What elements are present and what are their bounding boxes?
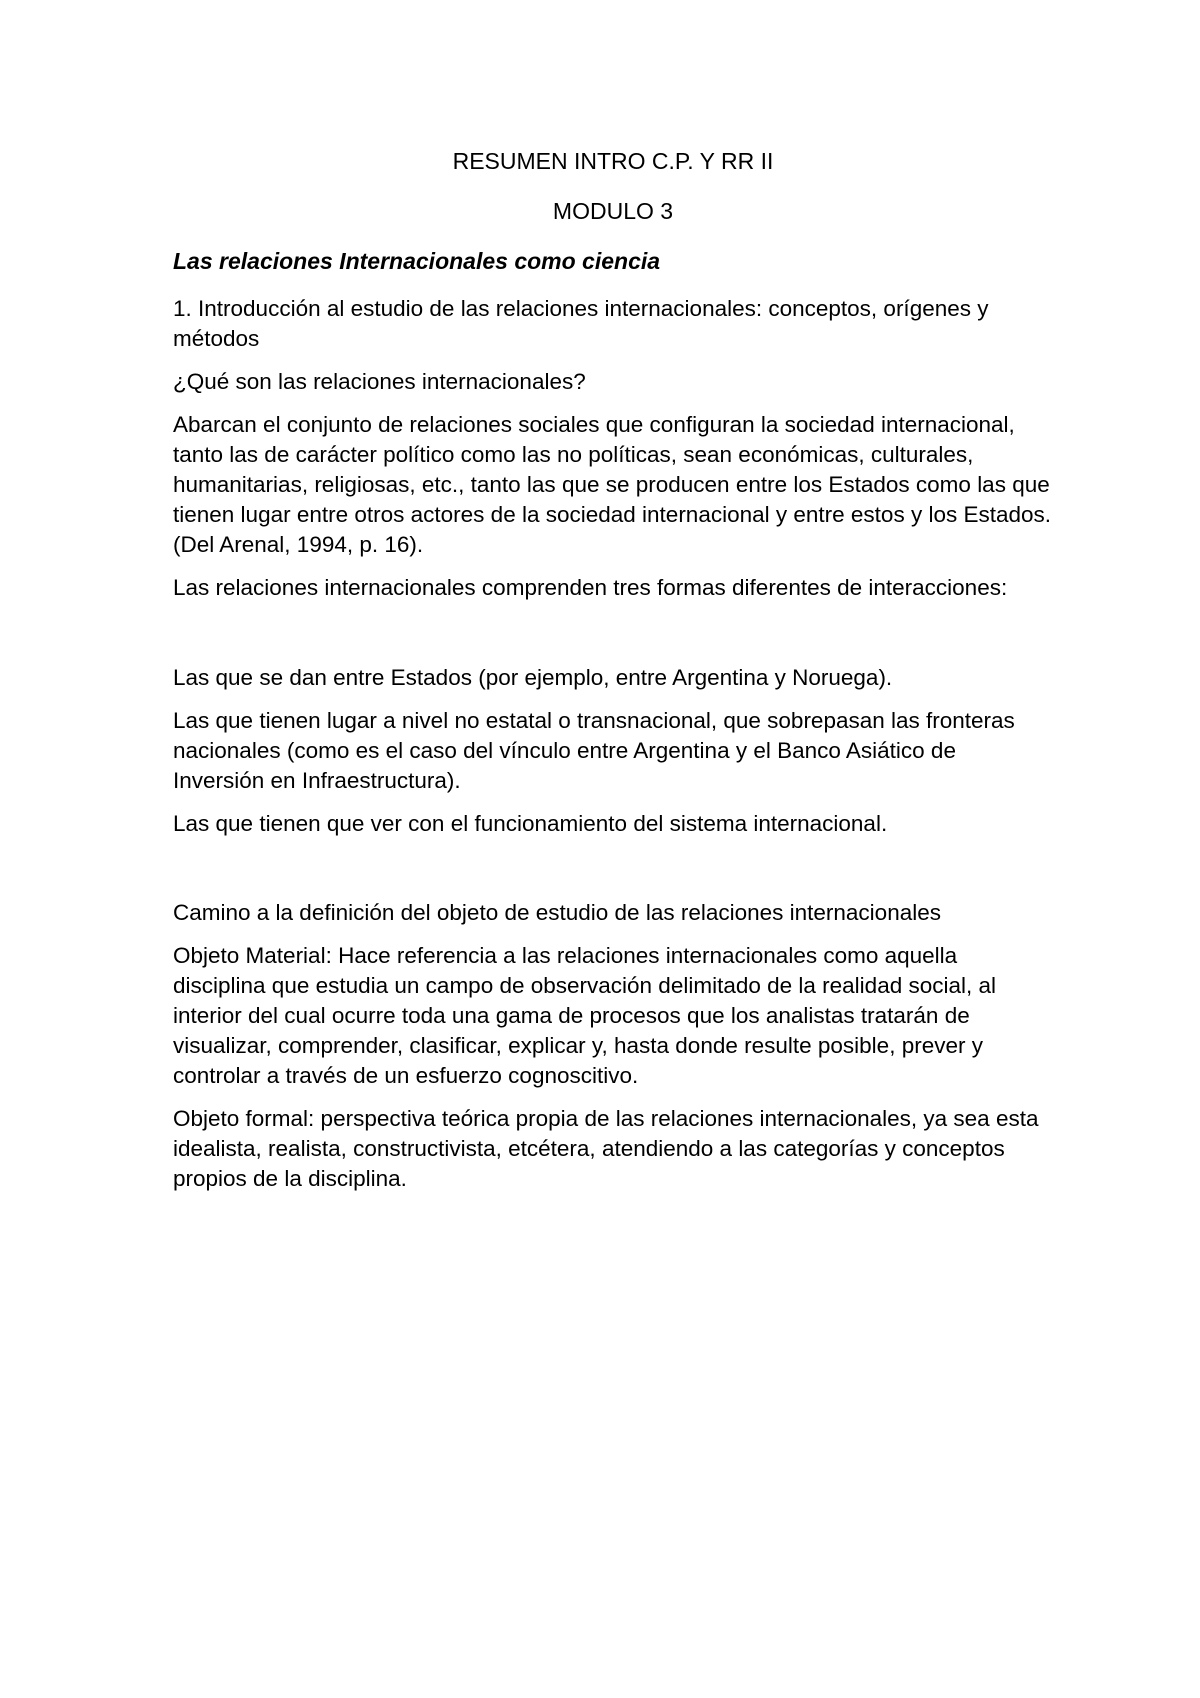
object-heading: Camino a la definición del objeto de estudio de las relaciones internacionales <box>173 900 941 925</box>
form-item-2: Las que tienen lugar a nivel no estatal o transnacional, que sobrepasan las fronteras nacionales (como es el caso del vínculo entre Argentina y el Banco Asiático de Inversión en Infraestructura). <box>173 708 1015 793</box>
question-text: ¿Qué son las relaciones internacionales? <box>173 369 586 394</box>
module-heading: MODULO 3 <box>552 198 674 224</box>
intro-item: 1. Introducción al estudio de las relaciones internacionales: conceptos, orígenes y métodos <box>173 296 989 351</box>
blank-space <box>173 852 1053 898</box>
document-title: RESUMEN INTRO C.P. Y RR II <box>452 148 774 174</box>
forms-intro: Las relaciones internacionales comprenden tres formas diferentes de interacciones: <box>173 575 1008 600</box>
document-body <box>173 146 1053 1207</box>
object-formal-paragraph: Objeto formal: perspectiva teórica propia de las relaciones internacionales, ya sea esta idealista, realista, constructivista, etcétera, atendiendo a las categorías y conceptos propios de la disciplina. <box>173 1106 1039 1191</box>
form-item-3: Las que tienen que ver con el funcionamiento del sistema internacional. <box>173 811 888 836</box>
blank-space <box>173 616 1053 663</box>
object-material-paragraph: Objeto Material: Hace referencia a las relaciones internacionales como aquella disciplina que estudia un campo de observación delimitado de la realidad social, al interior del cual ocurre toda una gama de procesos que los analistas tratarán de visualizar, comprender, clasificar, explicar y, hasta donde resulte posible, prever y controlar a través de un esfuerzo cognoscitivo. <box>173 943 997 1088</box>
section-heading: Las relaciones Internacionales como ciencia <box>173 248 661 274</box>
form-item-1: Las que se dan entre Estados (por ejemplo, entre Argentina y Noruega). <box>173 665 893 690</box>
definition-paragraph: Abarcan el conjunto de relaciones sociales que configuran la sociedad internacional, tanto las de carácter político como las no políticas, sean económicas, culturales, humanitarias, religiosas, etc., tanto las que se producen entre los Estados como las que tienen lugar entre otros actores de la sociedad internacional y entre estos y los Estados. (Del Arenal, 1994, p. 16). <box>173 412 1052 557</box>
